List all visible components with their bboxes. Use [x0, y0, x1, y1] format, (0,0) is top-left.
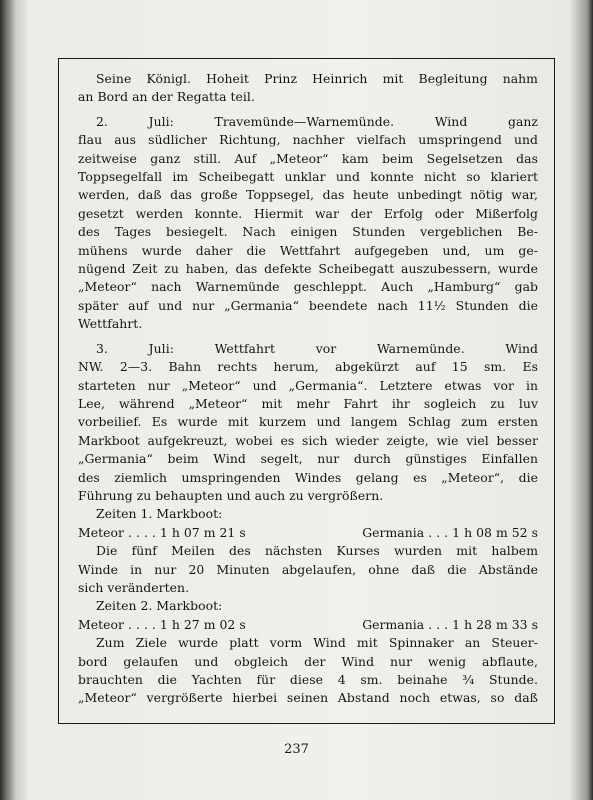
text-line: starteten nur „Meteor“ und „Germania“. Letztere etwas vor in	[78, 377, 538, 393]
text-line: gesetzt werden konnte. Hiermit war der Erfolg oder Mißerfolg	[78, 205, 538, 221]
text-line: Zeiten 2. Markboot:	[96, 598, 223, 614]
text-line: bord gelaufen und obgleich der Wind nur wenig abflaute,	[78, 653, 538, 669]
times-row-markboot-1	[78, 524, 538, 542]
text-line: 2. Juli: Travemünde—Warnemünde. Wind ganz	[96, 113, 538, 129]
text-line: Die fünf Meilen des nächsten Kurses wurden mit halbem	[96, 543, 538, 559]
page-number: 237	[284, 742, 309, 757]
text-line: Wettfahrt.	[78, 316, 143, 332]
text-line: Markboot aufgekreuzt, wobei es sich wieder zeigte, wie viel besser	[78, 432, 538, 448]
text-line: „Meteor“ nach Warnemünde geschleppt. Auch „Hamburg“ gab	[78, 279, 538, 295]
text-line: Seine Königl. Hoheit Prinz Heinrich mit Begleitung nahm	[96, 71, 538, 86]
meteor-time: Meteor . . . . 1 h 27 m 02 s	[78, 616, 246, 632]
text-line: Lee, während „Meteor“ mit mehr Fahrt ihr sogleich zu luv	[78, 395, 538, 411]
text-line: „Meteor“ vergrößerte hierbei seinen Abstand noch etwas, so daß	[78, 690, 538, 706]
text-line: Führung zu behaupten und auch zu vergrößern.	[78, 487, 384, 503]
text-line: 3. Juli: Wettfahrt vor Warnemünde. Wind	[96, 340, 538, 356]
text-line: nügend Zeit zu haben, das defekte Scheibegatt auszubessern, wurde	[78, 261, 538, 277]
germania-time: Germania . . . 1 h 08 m 52 s	[362, 524, 538, 540]
text-line: an Bord an der Regatta teil.	[78, 89, 255, 105]
text-line: Toppsegelfall im Scheibegatt unklar und konnte nicht so klariert	[78, 169, 538, 185]
text-line: Zum Ziele wurde platt vorm Wind mit Spinnaker an Steuer-	[96, 635, 538, 651]
text-line: zeitweise ganz still. Auf „Meteor“ kam beim Segelsetzen das	[78, 150, 538, 166]
text-line: werden, daß das große Toppsegel, das heute unbedingt nötig war,	[78, 187, 538, 203]
text-line: brauchten die Yachten für diese 4 sm. beinahe ¾ Stunde.	[78, 672, 538, 687]
body-text	[78, 70, 538, 708]
germania-time: Germania . . . 1 h 28 m 33 s	[362, 616, 538, 632]
text-line: des ziemlich umspringenden Windes gelang es „Meteor“, die	[78, 469, 538, 485]
text-line: sich veränderten.	[78, 579, 190, 595]
text-line: „Germania“ beim Wind segelt, nur durch günstiges Einfallen	[78, 451, 538, 467]
times-row-markboot-2	[78, 616, 538, 634]
text-line: Winde in nur 20 Minuten abgelaufen, ohne daß die Abstände	[78, 561, 538, 577]
text-line: des Tages besiegelt. Nach einigen Stunden vergeblichen Be-	[78, 224, 538, 240]
text-line: mühens wurde daher die Wettfahrt aufgegeben und, um ge-	[78, 242, 538, 258]
text-line: flau aus südlicher Richtung, nachher vielfach umspringend und	[78, 132, 538, 148]
text-line: NW. 2—3. Bahn rechts herum, abgekürzt auf 15 sm. Es	[78, 359, 538, 375]
meteor-time: Meteor . . . . 1 h 07 m 21 s	[78, 524, 246, 540]
text-line: vorbeilief. Es wurde mit kurzem und langem Schlag zum ersten	[78, 414, 538, 430]
text-line: später auf und nur „Germania“ beendete nach 11½ Stunden die	[78, 297, 538, 313]
text-line: Zeiten 1. Markboot:	[96, 506, 223, 522]
